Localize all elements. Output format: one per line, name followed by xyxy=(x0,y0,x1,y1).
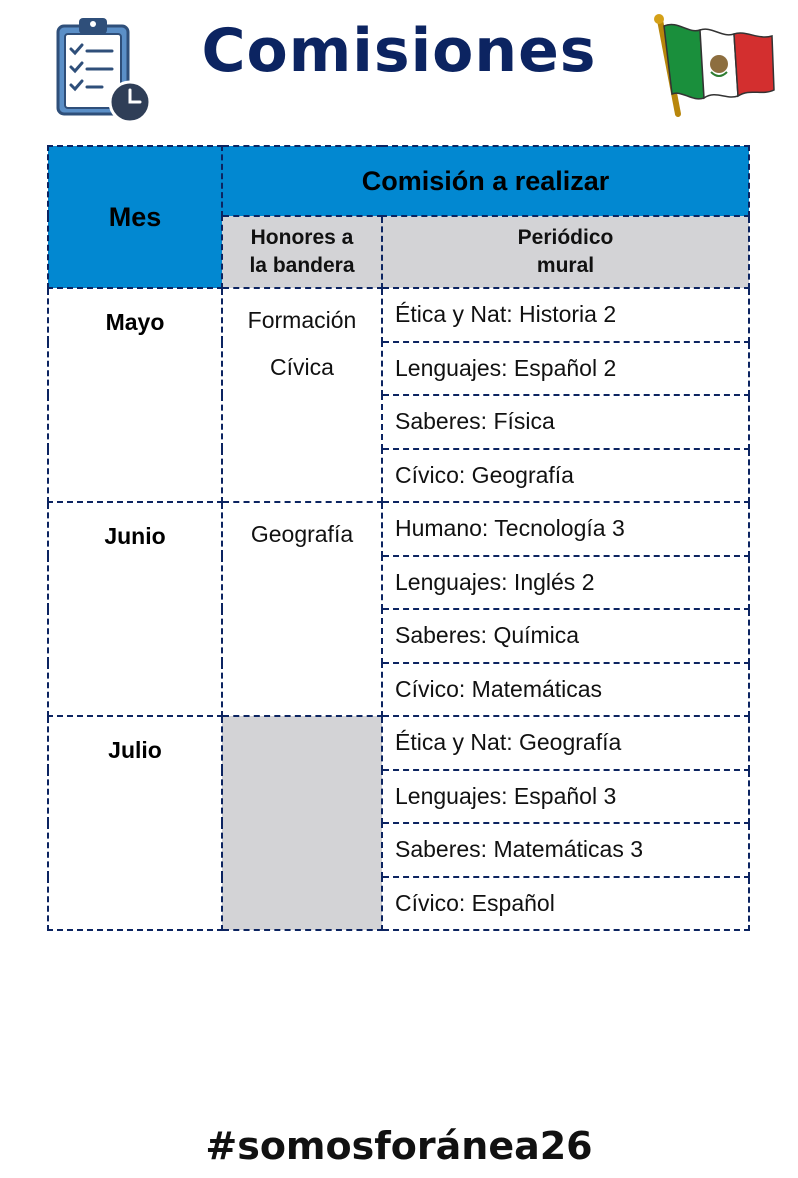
mural-cell: Saberes: Matemáticas 3 xyxy=(382,823,749,877)
mural-cell: Cívico: Matemáticas xyxy=(382,663,749,717)
mural-cell: Cívico: Geografía xyxy=(382,449,749,503)
mural-cell: Lenguajes: Inglés 2 xyxy=(382,556,749,610)
subheader-periodico: Periódico mural xyxy=(382,216,749,288)
honores-cell: Formación Cívica xyxy=(222,288,382,502)
header-comision: Comisión a realizar xyxy=(222,146,749,216)
mural-cell: Saberes: Química xyxy=(382,609,749,663)
mural-cell: Humano: Tecnología 3 xyxy=(382,502,749,556)
page-title: Comisiones xyxy=(201,16,597,86)
commissions-table xyxy=(47,145,750,931)
mural-cell: Ética y Nat: Geografía xyxy=(382,716,749,770)
subheader-honores: Honores a la bandera xyxy=(222,216,382,288)
honores-cell: Geografía xyxy=(222,502,382,716)
mexico-flag-icon xyxy=(648,12,780,120)
month-cell: Julio xyxy=(48,716,222,930)
mural-cell: Lenguajes: Español 3 xyxy=(382,770,749,824)
hashtag-footer: #somosforánea26 xyxy=(205,1124,593,1168)
month-cell: Junio xyxy=(48,502,222,716)
mural-cell: Saberes: Física xyxy=(382,395,749,449)
mural-cell: Ética y Nat: Historia 2 xyxy=(382,288,749,342)
table-row xyxy=(48,502,749,556)
month-cell: Mayo xyxy=(48,288,222,502)
table-row xyxy=(48,288,749,342)
table-row xyxy=(48,716,749,770)
honores-cell-empty xyxy=(222,716,382,930)
mural-cell: Lenguajes: Español 2 xyxy=(382,342,749,396)
mural-cell: Cívico: Español xyxy=(382,877,749,931)
header-mes: Mes xyxy=(48,146,222,288)
